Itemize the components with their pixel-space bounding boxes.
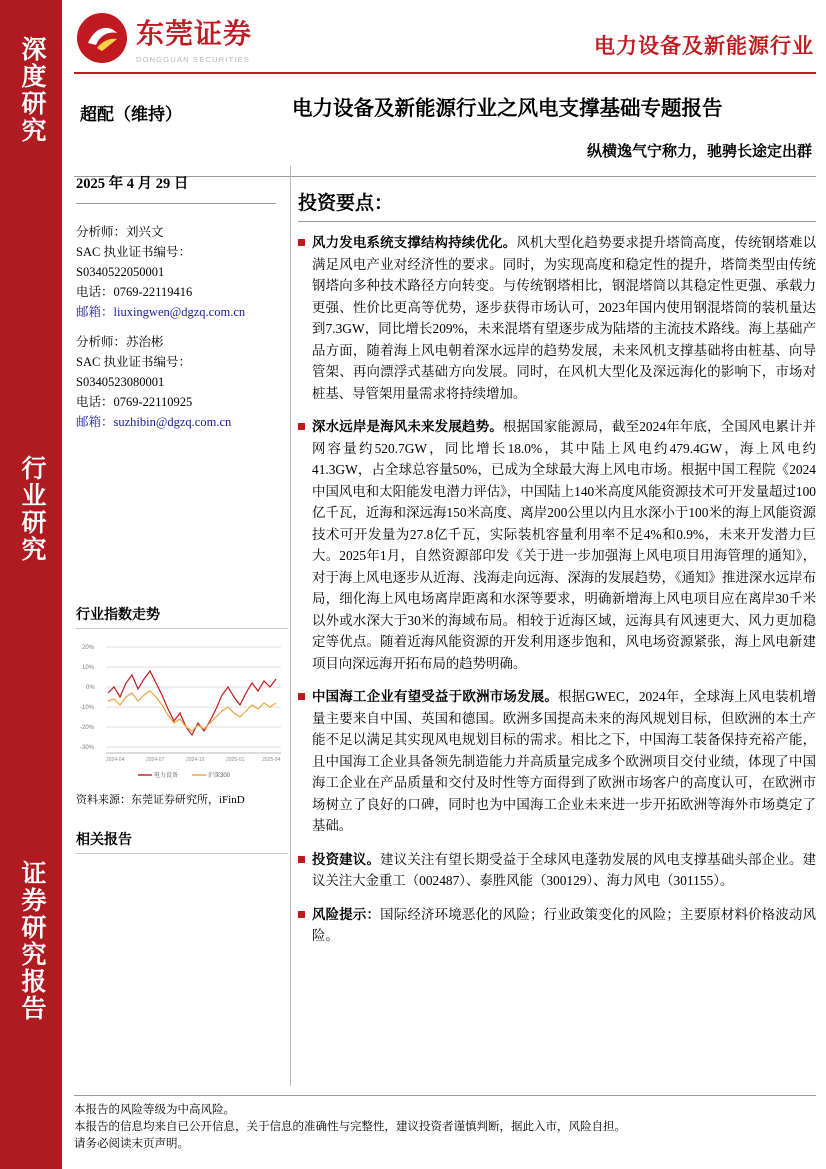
- rail-label-securities: 证券研究报告: [18, 860, 45, 1022]
- analyst-block-2: [76, 332, 288, 432]
- analyst-sac-label: SAC 执业证书编号：: [76, 245, 191, 259]
- investment-points-rule: [298, 221, 816, 222]
- svg-text:沪深300: 沪深300: [208, 773, 231, 779]
- analyst-spacer: [76, 322, 288, 332]
- side-rail: [0, 0, 62, 1169]
- svg-text:-30%: -30%: [80, 745, 95, 751]
- bullet-text: 建议关注有望长期受益于全球风电蓬勃发展的风电支撑基础头部企业。建议关注大金重工（002487）、泰胜风能（300129）、海力风电（301155）。: [312, 851, 816, 888]
- analyst-email[interactable]: 邮箱：liuxingwen@dgzq.com.cn: [76, 305, 246, 319]
- left-divider-1: [76, 203, 276, 204]
- svg-text:-10%: -10%: [80, 705, 95, 711]
- svg-text:2024-04: 2024-04: [106, 757, 125, 763]
- chart-section-rule: [76, 628, 288, 629]
- page-title: 电力设备及新能源行业之风电支撑基础专题报告: [292, 98, 723, 120]
- svg-text:-20%: -20%: [80, 725, 95, 731]
- svg-text:10%: 10%: [82, 665, 95, 671]
- bullet-item: [298, 232, 816, 404]
- title-block: [62, 84, 826, 180]
- rail-label-industry: 行业研究: [18, 455, 45, 563]
- rail-label-depth: 深度研究: [18, 36, 45, 144]
- bullet-text: 风机大型化趋势要求提升塔筒高度，传统钢塔难以满足风电产业对经济性的要求。同时，为实现高度和稳定性的提升，塔筒类型由传统钢塔向多种技术路径方向转变。与传统钢塔相比，钢混塔筒以其稳定性更强、承载力更强、性价比更高等优势，逐步获得市场认可，2023年国内使用钢混塔筒的装机量达到7.3GW，同比增长209%，未来混塔有望逐步成为陆塔的主流技术路线。海上基础产品方面，随着海上风电朝着深水远岸的趋势发展，未来风机支撑基础将由桩基、向导管架、再向漂浮式基础方向发展。同时，在风机大型化及深远海化的影响下，市场对桩基、导管架用量需求将持续增加。: [312, 235, 816, 401]
- bullet-item: [298, 416, 816, 674]
- related-reports-rule: [76, 853, 288, 854]
- brand-logo: [76, 12, 252, 64]
- bullet-text: 根据国家能源局，截至2024年年底，全国风电累计并网容量约520.7GW，同比增长18.0%，其中陆上风电约479.4GW，海上风电约41.3GW，占全球总容量50%，已成为全球最大海上风电市场。根据中国工程院《2024中国风电和太阳能发电潜力评估》，中国陆上140米高度风能资源技术可开发量超过100亿千瓦，近海和深远海150米高度、离岸200公里以内且水深小于100米的海上风能资源技术可开发量为27.8亿千瓦，实际装机容量利用率不足4%和0.9%，未来开发潜力巨大。2025年1月，自然资源部印发《关于进一步加强海上风电项目用海管理的通知》，对于海上风电逐步从近海、浅海走向远海、深海的发展趋势，《通知》推进深水远岸布局，细化海上风电场离岸距离和水深等要求，明确新增海上风电项目应在离岸30千米以外或水深大于30米的海域布局。相较于近海区域，远海具有风速更大、风力更加稳定等优点。随着近海风能资源的开发利用逐步饱和，风电场资源紧张，海上风电新建项目向深远海开拓布局的趋势明确。: [312, 419, 817, 671]
- svg-text:0%: 0%: [86, 685, 95, 691]
- analyst-phone: 电话：0769-22119416: [76, 285, 193, 299]
- bullet-lead: 风力发电系统支撑结构持续优化。: [312, 235, 517, 250]
- bullet-item: [298, 904, 816, 947]
- footer-line-3: 请务必阅读末页声明。: [74, 1138, 189, 1150]
- page-subtitle: 纵横逸气宁称力，驰骋长途定出群: [586, 144, 812, 160]
- related-reports-title: 相关报告: [76, 833, 132, 848]
- bullet-lead: 投资建议。: [312, 851, 381, 867]
- bullet-square-icon: [298, 904, 312, 947]
- svg-text:电力设备: 电力设备: [154, 773, 179, 779]
- column-divider: [290, 166, 291, 1086]
- analyst-block-1: [76, 222, 288, 322]
- bullet-lead: 深水远岸是海风未来发展趋势。: [312, 419, 503, 434]
- chart-section-title: 行业指数走势: [76, 608, 160, 623]
- analyst-name: 分析师：刘兴文: [76, 225, 164, 239]
- bullet-square-icon: [298, 232, 312, 404]
- bullet-lead: 中国海工企业有望受益于欧洲市场发展。: [312, 689, 559, 704]
- bullet-square-icon: [298, 849, 312, 892]
- bullet-square-icon: [298, 416, 312, 674]
- logo-text: [136, 12, 252, 64]
- svg-text:2025-01: 2025-01: [226, 757, 245, 763]
- analyst-sac-number: S0340522050001: [76, 265, 165, 279]
- bullet-text: 根据GWEC，2024年，全球海上风电装机增量主要来自中国、英国和德国。欧洲多国提高未来的海风规划目标，但欧洲的本土产能不足以满足其实现风电规划目标的需求。相比之下，中国海工装备保持充裕产能，且中国海工企业具备领先制造能力并高质量完成多个欧洲项目交付业绩，体现了中国海工企业在产品质量和交付及时性等方面得到了欧洲市场客户的高度认可，在欧洲市场树立了良好的口碑，同时也为中国海工企业未来进一步开拓欧洲等海外市场奠定了基础。: [312, 689, 817, 833]
- logo-name-en: DONGGUAN SECURITIES: [136, 55, 251, 64]
- logo-mark-icon: [76, 12, 128, 64]
- left-column: [76, 176, 288, 854]
- bullet-item: [298, 686, 816, 837]
- header-divider: [74, 72, 816, 74]
- svg-text:2024-07: 2024-07: [146, 757, 165, 763]
- footer-line-2: 本报告的信息均来自已公开信息，关于信息的准确性与完整性，建议投资者谨慎判断，据此入市，风险自担。: [74, 1121, 626, 1133]
- analyst-email[interactable]: 邮箱：suzhibin@dgzq.com.cn: [76, 415, 232, 429]
- svg-text:20%: 20%: [82, 645, 95, 651]
- industry-index-chart: [76, 635, 288, 785]
- bullet-text: 国际经济环境恶化的风险；行业政策变化的风险；主要原材料价格波动风险。: [312, 906, 816, 943]
- bullet-item: [298, 849, 816, 892]
- industry-title: 电力设备及新能源行业: [594, 34, 814, 58]
- main-column: [298, 188, 816, 959]
- analyst-phone: 电话：0769-22110925: [76, 395, 193, 409]
- report-date: 2025 年 4 月 29 日: [76, 176, 189, 192]
- footer-line-1: 本报告的风险等级为中高风险。: [74, 1104, 235, 1116]
- page-footer: [74, 1095, 816, 1153]
- analyst-sac-label: SAC 执业证书编号：: [76, 355, 191, 369]
- logo-name-cn: 东莞证券: [136, 19, 253, 50]
- bullet-lead: 风险提示：: [312, 906, 381, 922]
- page-header: [62, 0, 826, 76]
- chart-source: 资料来源：东莞证券研究所，iFinD: [76, 794, 245, 806]
- svg-text:2025-04: 2025-04: [262, 757, 281, 763]
- analyst-sac-number: S0340523080001: [76, 375, 165, 389]
- rating-badge: 超配（维持）: [80, 105, 182, 124]
- investment-points-heading: 投资要点：: [298, 193, 394, 214]
- svg-text:2024-10: 2024-10: [186, 757, 205, 763]
- document-page: [62, 0, 826, 1169]
- analyst-name: 分析师：苏治彬: [76, 335, 164, 349]
- bullet-square-icon: [298, 686, 312, 837]
- footer-divider: [74, 1095, 816, 1096]
